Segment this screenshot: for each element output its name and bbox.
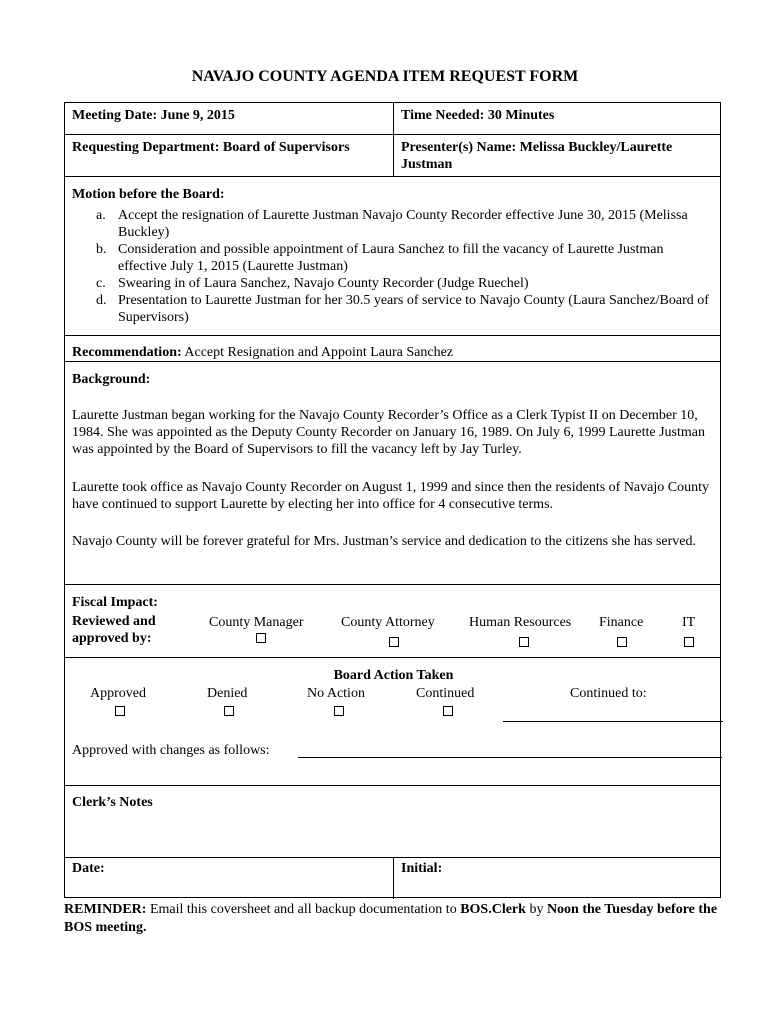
motion-marker: d. (96, 293, 107, 308)
board-action-heading: Board Action Taken (333, 668, 454, 683)
reviewer-finance: Finance (599, 615, 644, 630)
divider (65, 176, 720, 177)
divider (393, 103, 394, 176)
motion-item (72, 241, 712, 275)
continued-to-label: Continued to: (570, 686, 647, 701)
recommendation-label: Recommendation: (72, 345, 182, 360)
reminder-text: by (525, 902, 547, 917)
motion-item (72, 292, 712, 326)
reminder-label: REMINDER: (64, 902, 147, 917)
reminder-text: Email this coversheet and all backup documentation to (146, 902, 461, 917)
finance-checkbox[interactable] (617, 637, 627, 647)
county-manager-checkbox[interactable] (256, 633, 266, 643)
reviewed-approved-label (72, 613, 156, 647)
human-resources-checkbox[interactable] (519, 637, 529, 647)
meeting-date: Meeting Date: June 9, 2015 (72, 108, 235, 123)
it-checkbox[interactable] (684, 637, 694, 647)
background-paragraph: Laurette took office as Navajo County Recorder on August 1, 1999 and since then the residents of Navajo County have continued to support Laurette by electing her into office for 4 consecutive terms. (72, 480, 709, 512)
divider (65, 785, 720, 786)
no-action-option-label: No Action (307, 686, 365, 701)
date-label: Date: (72, 861, 105, 876)
fiscal-impact-heading: Fiscal Impact: (72, 595, 158, 610)
motion-text: Accept the resignation of Laurette Justman Navajo County Recorder effective June 30, 2015 (Melissa Buckley) (118, 208, 688, 240)
motion-item (72, 275, 712, 292)
presenter-line-1: Presenter(s) Name: Melissa Buckley/Laurette (401, 140, 673, 155)
motion-text: Swearing in of Laura Sanchez, Navajo County Recorder (Judge Ruechel) (118, 276, 529, 291)
divider (65, 335, 720, 336)
motion-text: Consideration and possible appointment of Laura Sanchez to fill the vacancy of Laurette Justman effective July 1, 2015 (Laurette Justman) (118, 242, 664, 274)
presenter-name (401, 139, 711, 173)
approved-checkbox[interactable] (115, 706, 125, 716)
motion-list (72, 207, 712, 326)
recommendation (72, 344, 453, 361)
no-action-checkbox[interactable] (334, 706, 344, 716)
agenda-form (64, 102, 721, 898)
reviewed-line-2: approved by: (72, 631, 152, 646)
clerks-notes-label: Clerk’s Notes (72, 795, 153, 810)
continued-checkbox[interactable] (443, 706, 453, 716)
denied-checkbox[interactable] (224, 706, 234, 716)
initial-label: Initial: (401, 861, 443, 876)
requesting-department: Requesting Department: Board of Supervisors (72, 140, 350, 155)
reviewer-county-manager: County Manager (209, 615, 304, 630)
divider (65, 361, 720, 362)
approved-with-changes-field[interactable] (298, 757, 722, 758)
form-title: NAVAJO COUNTY AGENDA ITEM REQUEST FORM (191, 68, 579, 85)
divider (65, 657, 720, 658)
reminder-email: BOS.Clerk (460, 902, 526, 917)
county-attorney-checkbox[interactable] (389, 637, 399, 647)
recommendation-text: Accept Resignation and Appoint Laura Sanchez (181, 345, 454, 360)
denied-option-label: Denied (207, 686, 248, 701)
background-paragraph: Navajo County will be forever grateful for Mrs. Justman’s service and dedication to the citizens she has served. (72, 534, 696, 549)
divider (64, 657, 65, 665)
reviewed-line-1: Reviewed and (72, 614, 156, 629)
reminder-note (64, 901, 724, 937)
background-paragraph: Laurette Justman began working for the Navajo County Recorder’s Office as a Clerk Typist II on December 10, 1984. She was appointed as the Deputy County Recorder on January 16, 1989. On July 6, 1999 Laurette Justman was appointed by the Board of Supervisors to fill the vacancy left by Jay Turley. (72, 408, 706, 457)
divider (393, 857, 394, 899)
reviewer-human-resources: Human Resources (469, 615, 572, 630)
background-heading: Background: (72, 372, 151, 387)
presenter-line-2: Justman (401, 157, 453, 172)
motion-marker: a. (96, 208, 106, 223)
motion-text: Presentation to Laurette Justman for her 30.5 years of service to Navajo County (Laura Sanchez/Board of Supervisors) (118, 293, 709, 325)
reviewer-it: IT (682, 615, 696, 630)
approved-with-changes-label: Approved with changes as follows: (72, 743, 270, 758)
approved-option-label: Approved (90, 686, 146, 701)
motion-marker: c. (96, 276, 106, 291)
motion-heading: Motion before the Board: (72, 187, 225, 202)
continued-to-field[interactable] (503, 721, 723, 722)
time-needed: Time Needed: 30 Minutes (401, 108, 555, 123)
motion-marker: b. (96, 242, 107, 257)
reminder-deadline: Noon the Tuesday before the BOS meeting. (64, 902, 718, 935)
continued-option-label: Continued (416, 686, 475, 701)
reviewer-county-attorney: County Attorney (341, 615, 435, 630)
motion-item (72, 207, 712, 241)
divider (65, 584, 720, 585)
